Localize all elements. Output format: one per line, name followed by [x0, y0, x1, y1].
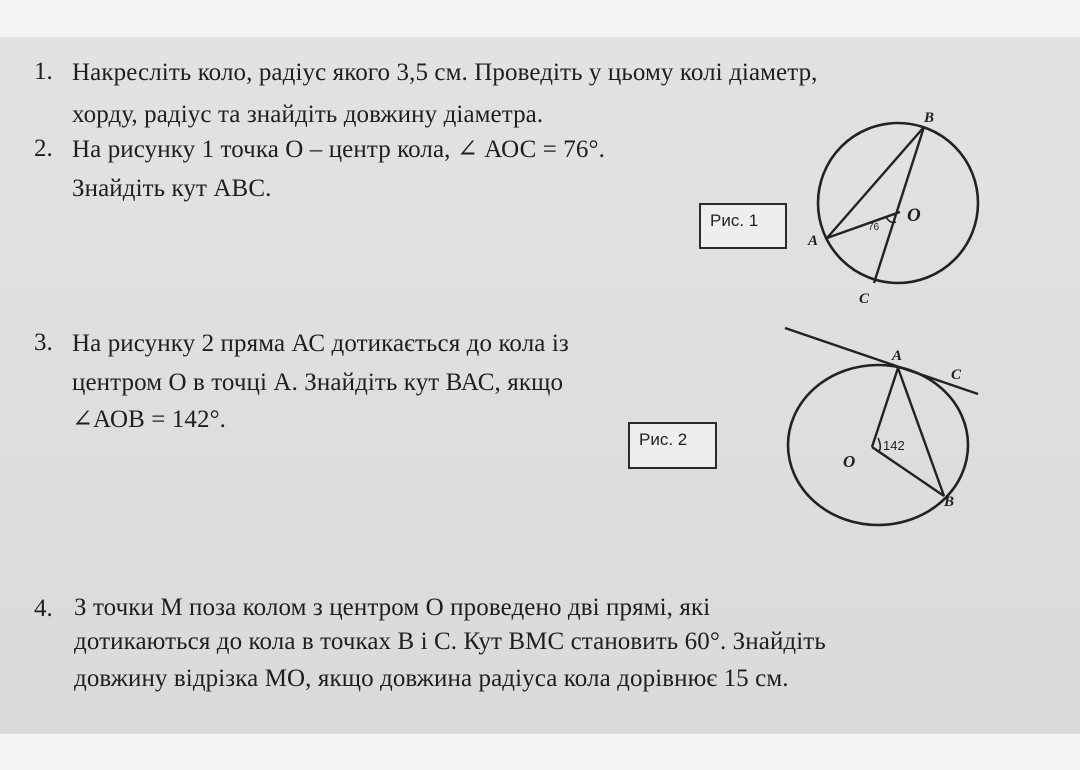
point-label-a: A	[808, 233, 819, 249]
problem-text-line: З точки М поза колом з центром О проведено дві прямі, які	[74, 594, 711, 621]
problem-text-line: Накресліть коло, радіус якого 3,5 см. Проведіть у цьому колі діаметр,	[72, 59, 818, 86]
circle	[818, 123, 978, 283]
problem-text-line: Знайдіть кут АВС.	[72, 175, 272, 202]
figure-2-diagram	[775, 320, 990, 535]
figure-1-caption: Рис. 1	[699, 203, 787, 249]
angle-label: 76	[868, 222, 880, 233]
point-label-c: C	[951, 367, 962, 383]
radius-oa	[872, 368, 898, 447]
problem-text-line: хорду, радіус та знайдіть довжину діаметра.	[72, 101, 544, 128]
point-label-a: A	[892, 348, 903, 364]
problem-text-line: На рисунку 1 точка О – центр кола, ∠ АОС = 76°.	[72, 136, 605, 163]
figure-2-caption: Рис. 2	[628, 422, 717, 469]
chord-ab	[898, 368, 944, 496]
problem-number: 3.	[34, 329, 53, 356]
angle-label: 142	[883, 438, 905, 453]
point-label-b: B	[924, 110, 935, 126]
point-label-o: O	[907, 205, 921, 226]
tangent-line-ac	[785, 328, 978, 394]
radius-ob	[872, 447, 944, 496]
problem-text-line: На рисунку 2 пряма АС дотикається до кола із	[72, 330, 569, 357]
point-label-b: B	[944, 494, 955, 510]
problem-number: 4.	[34, 595, 53, 622]
circle	[788, 365, 968, 525]
problem-text-line: центром О в точці А. Знайдіть кут ВАС, якщо	[72, 369, 564, 396]
problem-number: 2.	[34, 135, 53, 162]
problem-text-line: дотикаються до кола в точках В і С. Кут ВМС становить 60°. Знайдіть	[74, 628, 826, 655]
point-label-c: C	[859, 291, 870, 307]
problem-text-line: ∠АОВ = 142°.	[72, 406, 227, 433]
problem-number: 1.	[34, 58, 53, 85]
point-label-o: O	[843, 452, 856, 471]
figure-1-diagram	[800, 100, 990, 315]
problem-text-line: довжину відрізка МО, якщо довжина радіуса кола дорівнює 15 см.	[74, 665, 789, 692]
